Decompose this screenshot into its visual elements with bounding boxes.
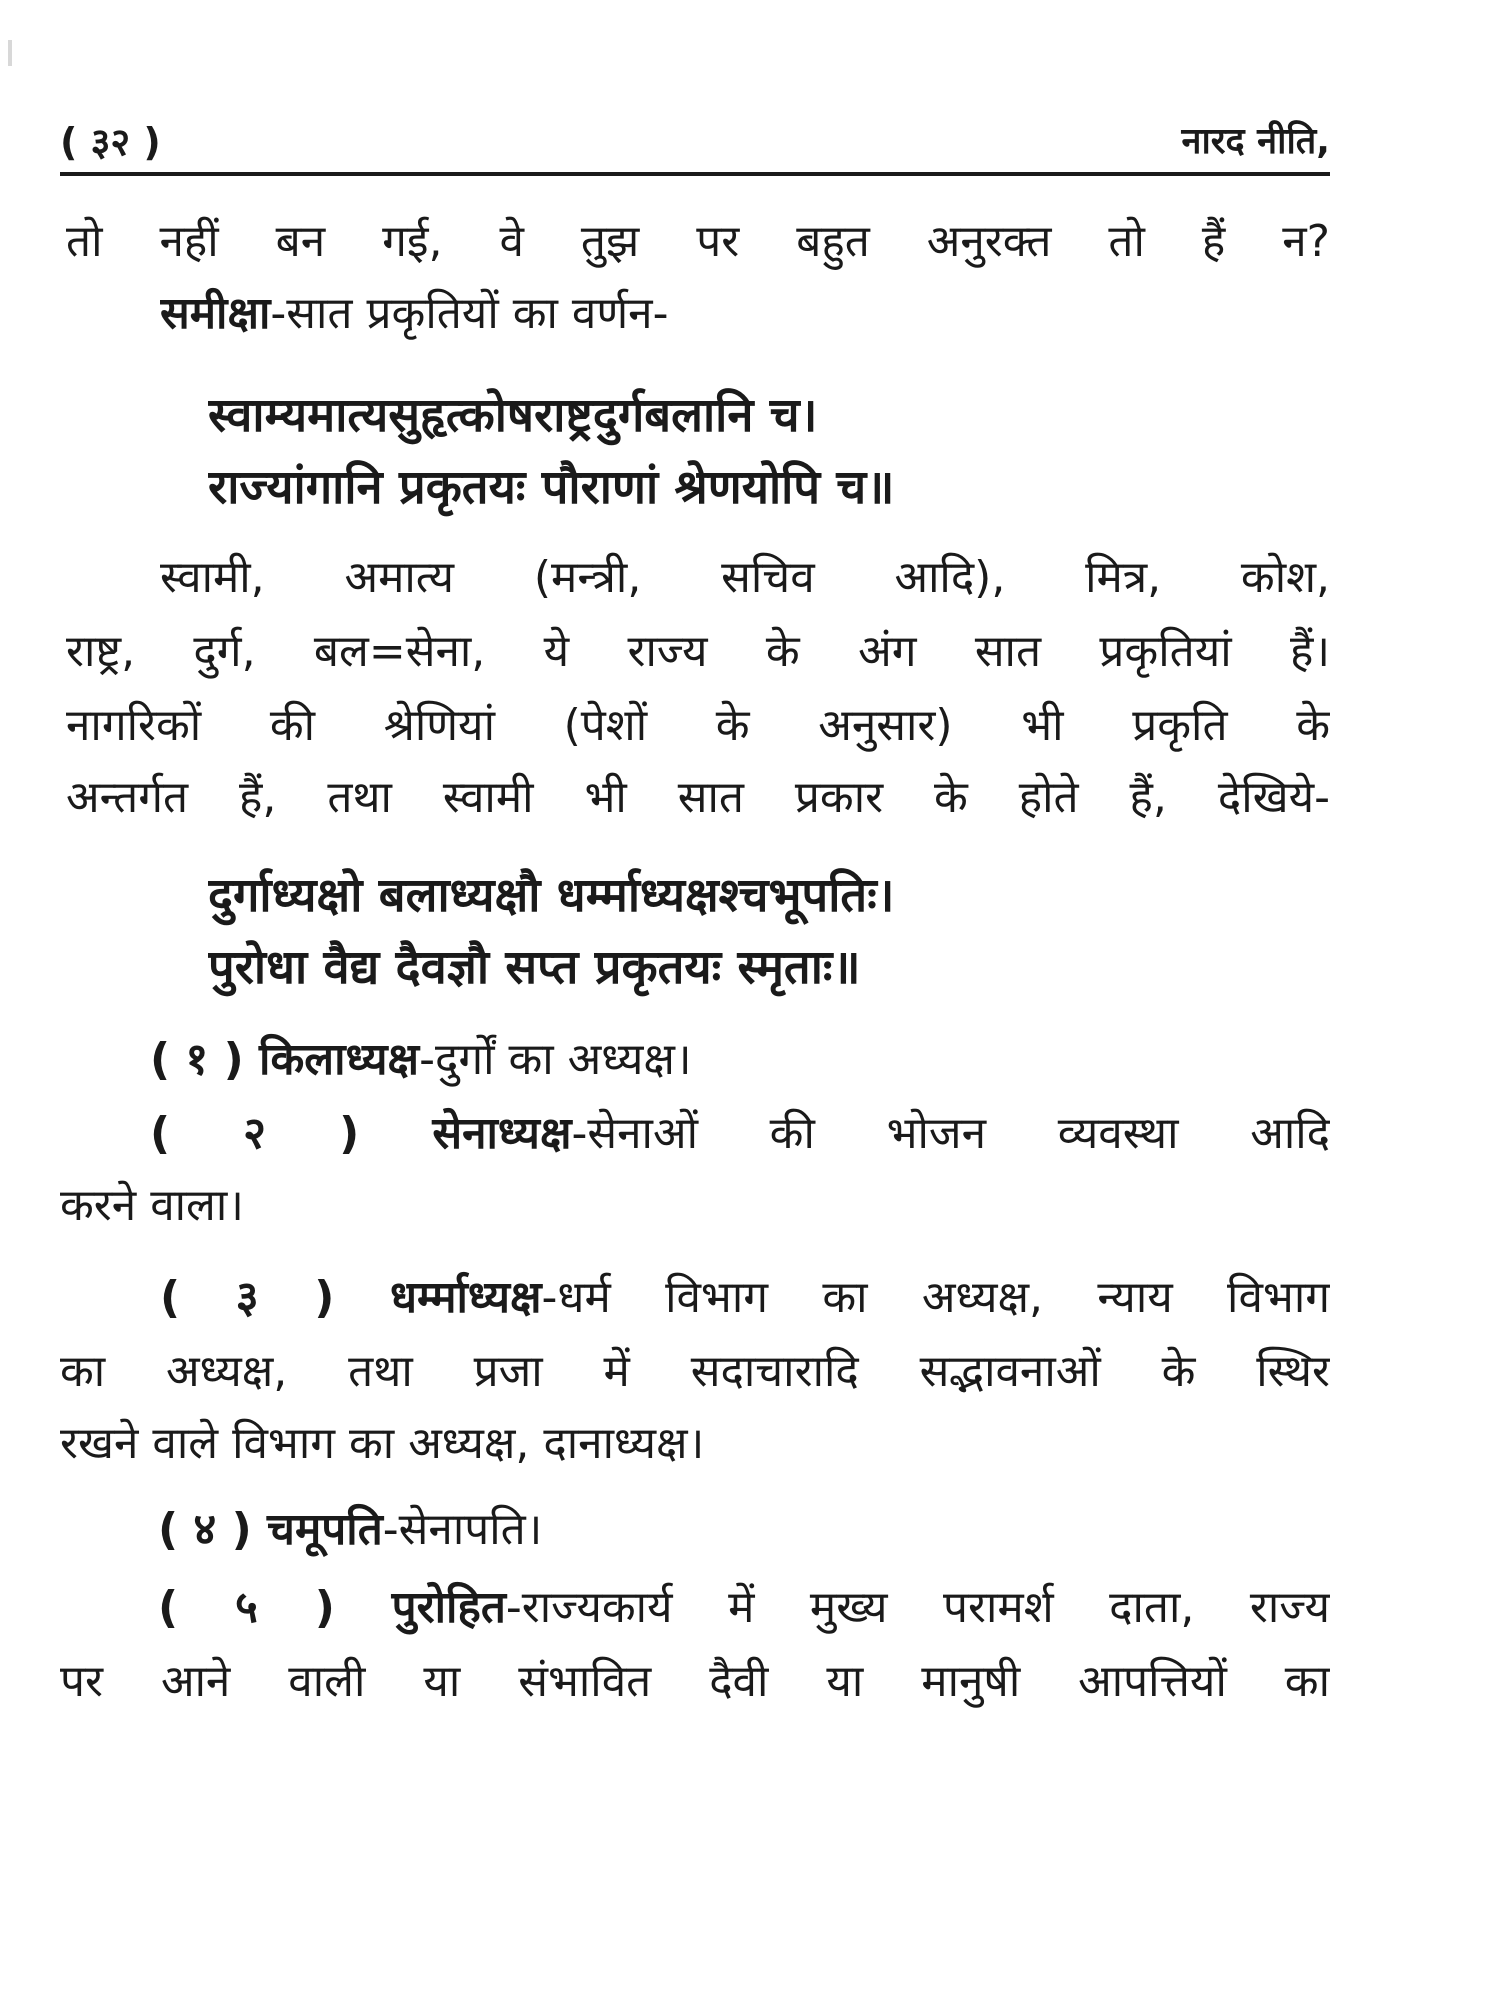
list-item-1-term: ( १ ) किलाध्यक्ष <box>150 1034 420 1085</box>
list-item-3-term: ( ३ ) धर्म्माध्यक्ष <box>160 1272 542 1323</box>
samiksha-line <box>160 284 1330 344</box>
text-line-8: अन्तर्गत हैं, तथा स्वामी भी सात प्रकार के होते हैं, देखिये- <box>66 772 1330 823</box>
list-item-4-text: -सेनापति। <box>382 1504 543 1555</box>
list-item-4 <box>158 1500 1328 1560</box>
samiksha-term: समीक्षा <box>160 288 271 339</box>
list-item-2-term: ( २ ) सेनाध्यक्ष <box>150 1108 572 1159</box>
running-title: नारद नीति, <box>1181 121 1330 162</box>
scan-mark <box>8 40 12 66</box>
text-line-7: नागरिकों की श्रेणियां (पेशों के अनुसार) भी प्रकृति के <box>66 700 1330 751</box>
list-item-1-text: -दुर्गों का अध्यक्ष। <box>419 1034 692 1085</box>
list-item-2-text: -सेनाओं की भोजन व्यवस्था आदि <box>571 1108 1330 1159</box>
list-item-3-continuation-2: रखने वाले विभाग का अध्यक्ष, दानाध्यक्ष। <box>60 1418 705 1469</box>
verse-2-line-1: दुर्गाध्यक्षो बलाध्यक्षौ धर्म्माध्यक्षश्चभूपतिः। <box>208 868 895 923</box>
header-rule <box>60 172 1330 176</box>
list-item-1 <box>150 1030 1320 1090</box>
list-item-3-text: -धर्म विभाग का अध्यक्ष, न्याय विभाग <box>541 1272 1330 1323</box>
verse-1-line-2: राज्यांगानि प्रकृतयः पौराणां श्रेणयोपि च॥ <box>208 460 895 515</box>
list-item-2 <box>150 1104 1330 1164</box>
list-item-5-text: -राज्यकार्य में मुख्य परामर्श दाता, राज्य <box>505 1582 1330 1633</box>
list-item-4-term: ( ४ ) चमूपति <box>158 1504 383 1555</box>
text-line-1: तो नहीं बन गई, वे तुझ पर बहुत अनुरक्त तो हैं न? <box>66 216 1330 267</box>
list-item-5-continuation: पर आने वाली या संभावित दैवी या मानुषी आपत्तियों का <box>60 1656 1330 1707</box>
list-item-3 <box>160 1268 1330 1328</box>
list-item-5 <box>158 1578 1330 1638</box>
page-number: ( ३२ ) <box>60 120 161 164</box>
page-header <box>60 112 1330 172</box>
verse-1-line-1: स्वाम्यमात्यसुहृत्कोषराष्ट्रदुर्गबलानि च। <box>208 388 818 443</box>
list-item-3-continuation-1: का अध्यक्ष, तथा प्रजा में सदाचारादि सद्भावनाओं के स्थिर <box>60 1346 1330 1397</box>
text-line-6: राष्ट्र, दुर्ग, बल=सेना, ये राज्य के अंग सात प्रकृतियां हैं। <box>66 626 1330 677</box>
list-item-2-continuation: करने वाला। <box>60 1180 244 1231</box>
list-item-5-term: ( ५ ) पुरोहित <box>158 1582 506 1633</box>
verse-2-line-2: पुरोधा वैद्य दैवज्ञौ सप्त प्रकृतयः स्मृताः॥ <box>208 940 861 995</box>
text-line-5: स्वामी, अमात्य (मन्त्री, सचिव आदि), मित्र, कोश, <box>160 552 1330 603</box>
samiksha-text: -सात प्रकृतियों का वर्णन- <box>270 288 669 339</box>
